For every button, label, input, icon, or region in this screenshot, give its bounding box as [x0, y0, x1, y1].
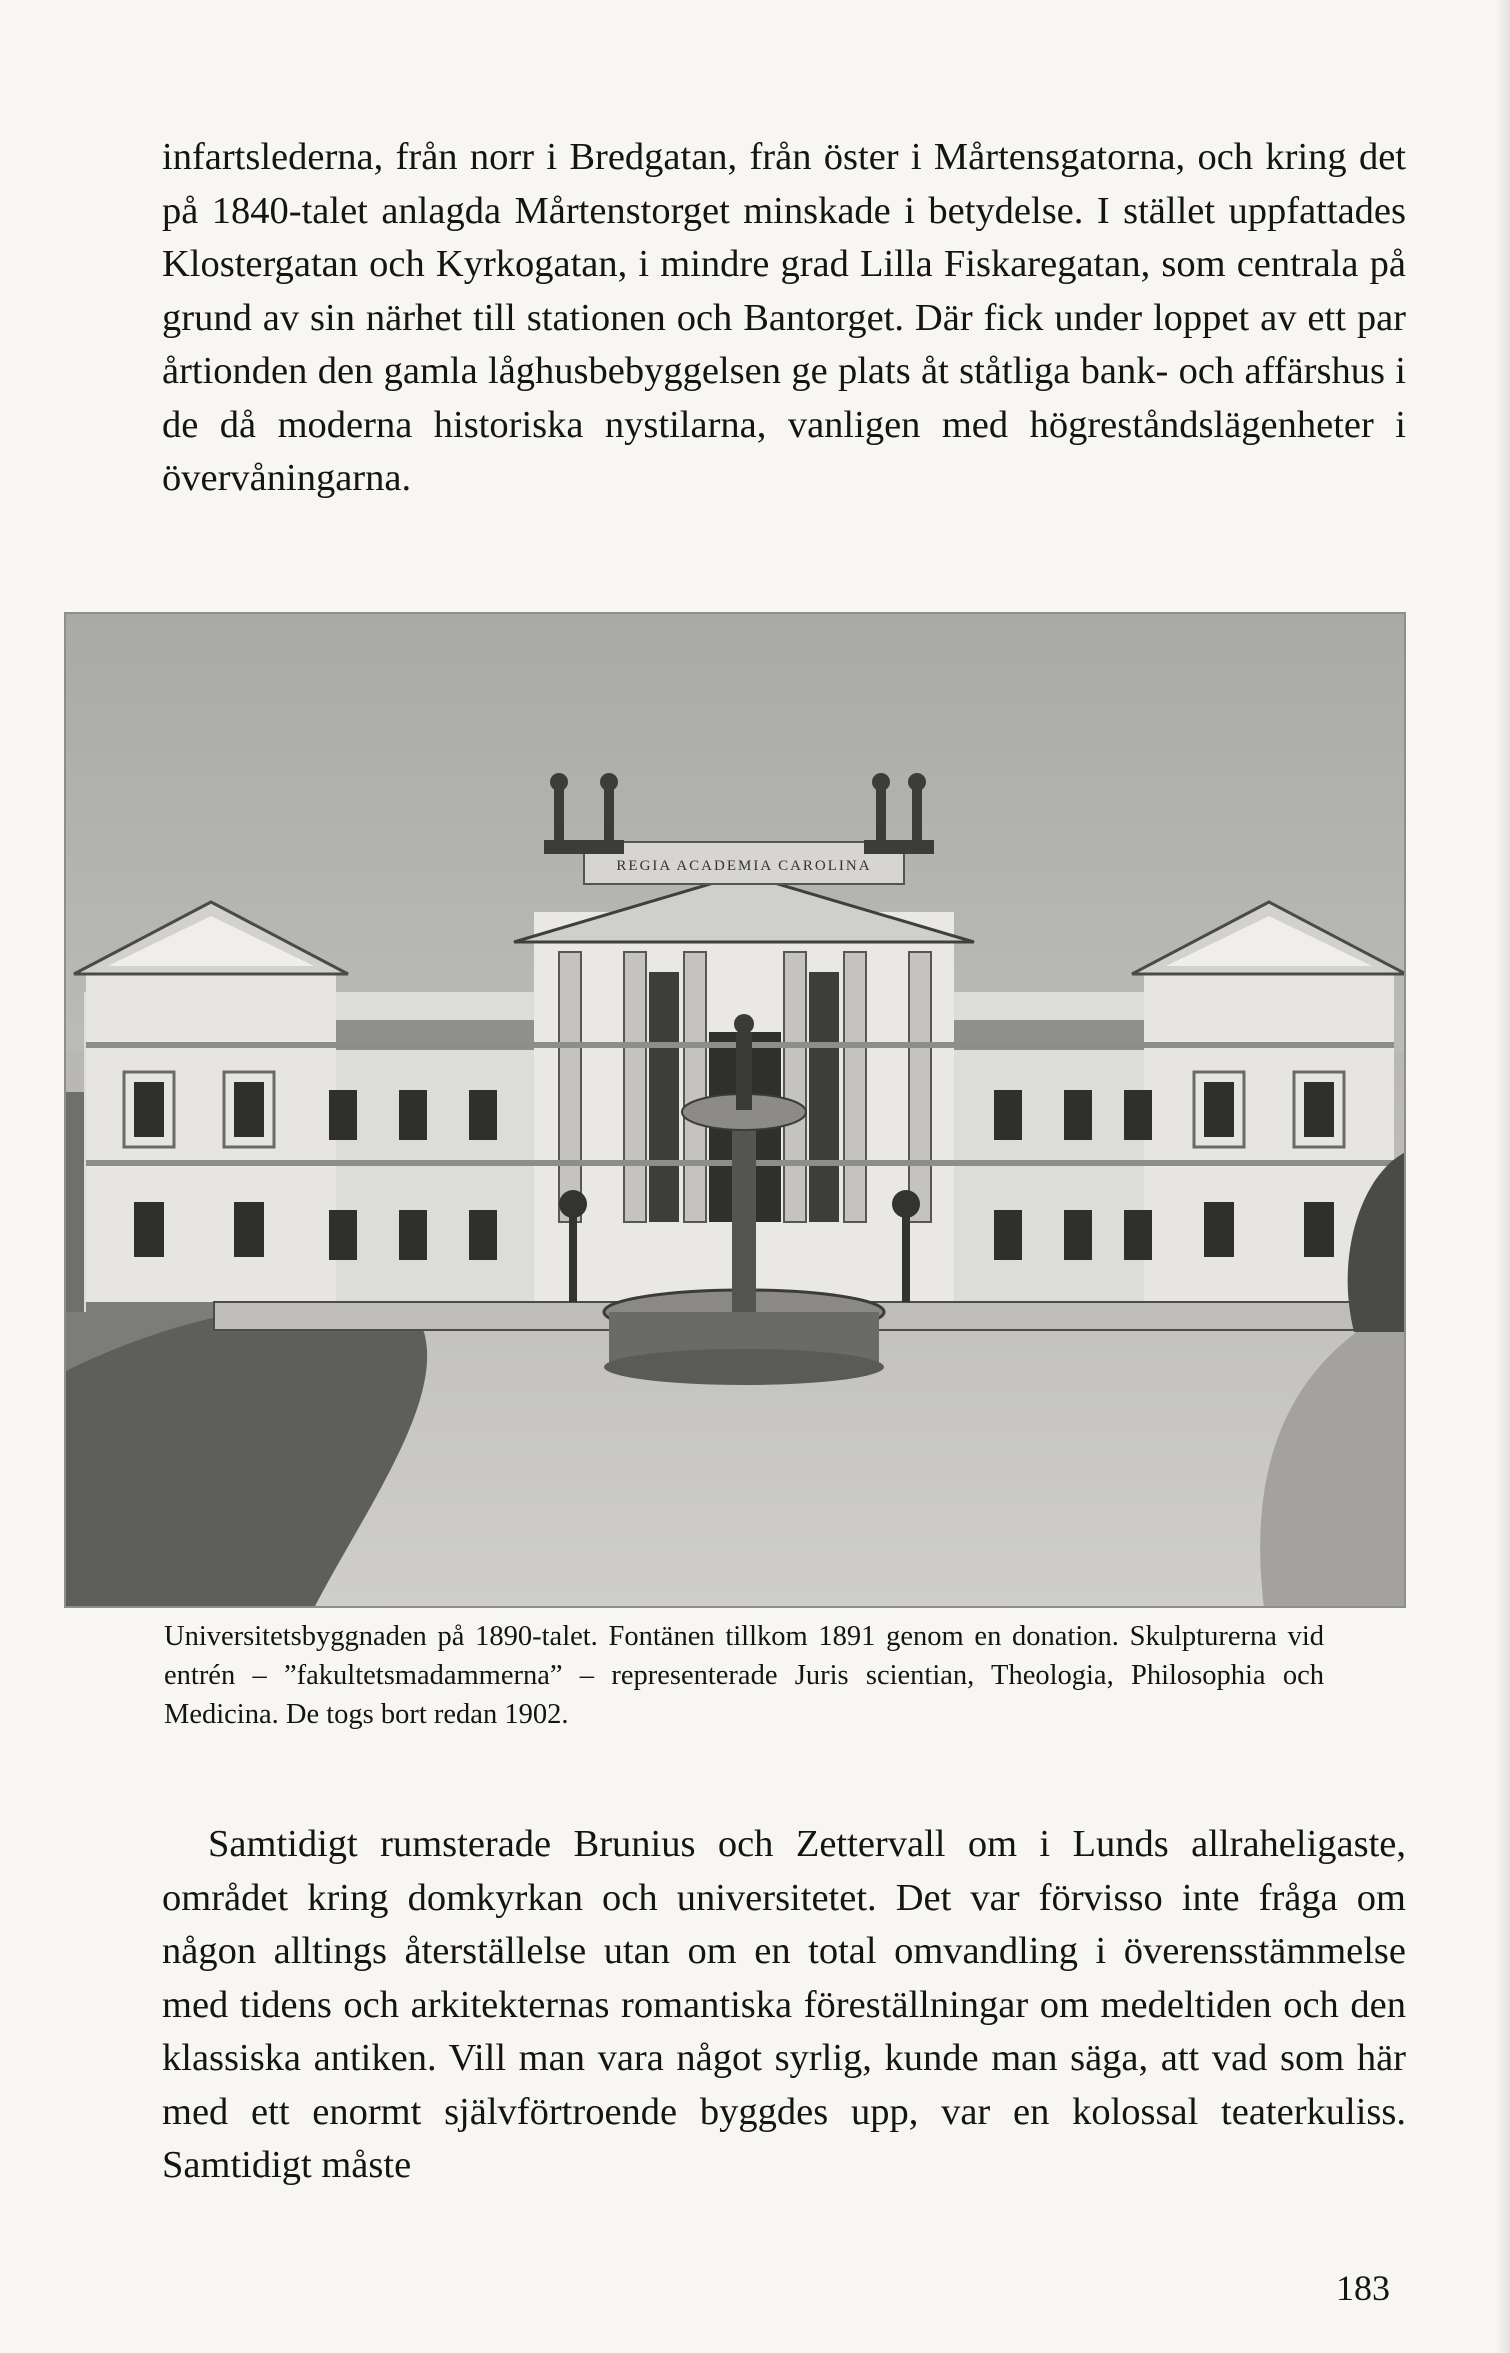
university-building-photo: [64, 612, 1406, 1608]
page-number: 183: [1336, 2268, 1390, 2308]
facade-inscription: REGIA ACADEMIA CAROLINA: [616, 858, 872, 874]
body-paragraph-1: infartslederna, från norr i Bredgatan, från öster i Mårtensgatorna, och kring det på 1840-talet anlagda Mårtenstorget minskade i betydelse. I stället uppfattades Klostergatan och Kyrkogatan, i mindre grad Lilla Fiskaregatan, som centrala på grund av sin närhet till stationen och Bantorget. Där fick under loppet av ett par årtionden den gamla låghusbebyggelsen ge plats åt ståtliga bank- och affärshus i de då moderna historiska nystilarna, vanligen med högreståndslägenheter i övervåningarna.: [162, 136, 1406, 499]
photo-caption: Universitetsbyggnaden på 1890-talet. Fontänen tillkom 1891 genom en donation. Skulpturerna vid entrén – ”fakultetsmadammerna” – representerade Juris scientian, Theologia, Philosophia och Medicina. De togs bort redan 1902.: [164, 1621, 1324, 1730]
body-paragraph-2: Samtidigt rumsterade Brunius och Zettervall om i Lunds allraheligaste, området kring domkyrkan och universitetet. Det var förvisso inte fråga om någon alltings återställelse utan om en total omvandling i överensstämmelse med tidens och arkitekternas romantiska föreställningar om medeltiden och den klassiska antiken. Vill man vara något syrlig, kunde man säga, att vad som här med ett enormt självförtroende byggdes upp, var en kolossal teaterkuliss. Samtidigt måste: [162, 1823, 1406, 2186]
page-edge: [1496, 0, 1510, 2353]
